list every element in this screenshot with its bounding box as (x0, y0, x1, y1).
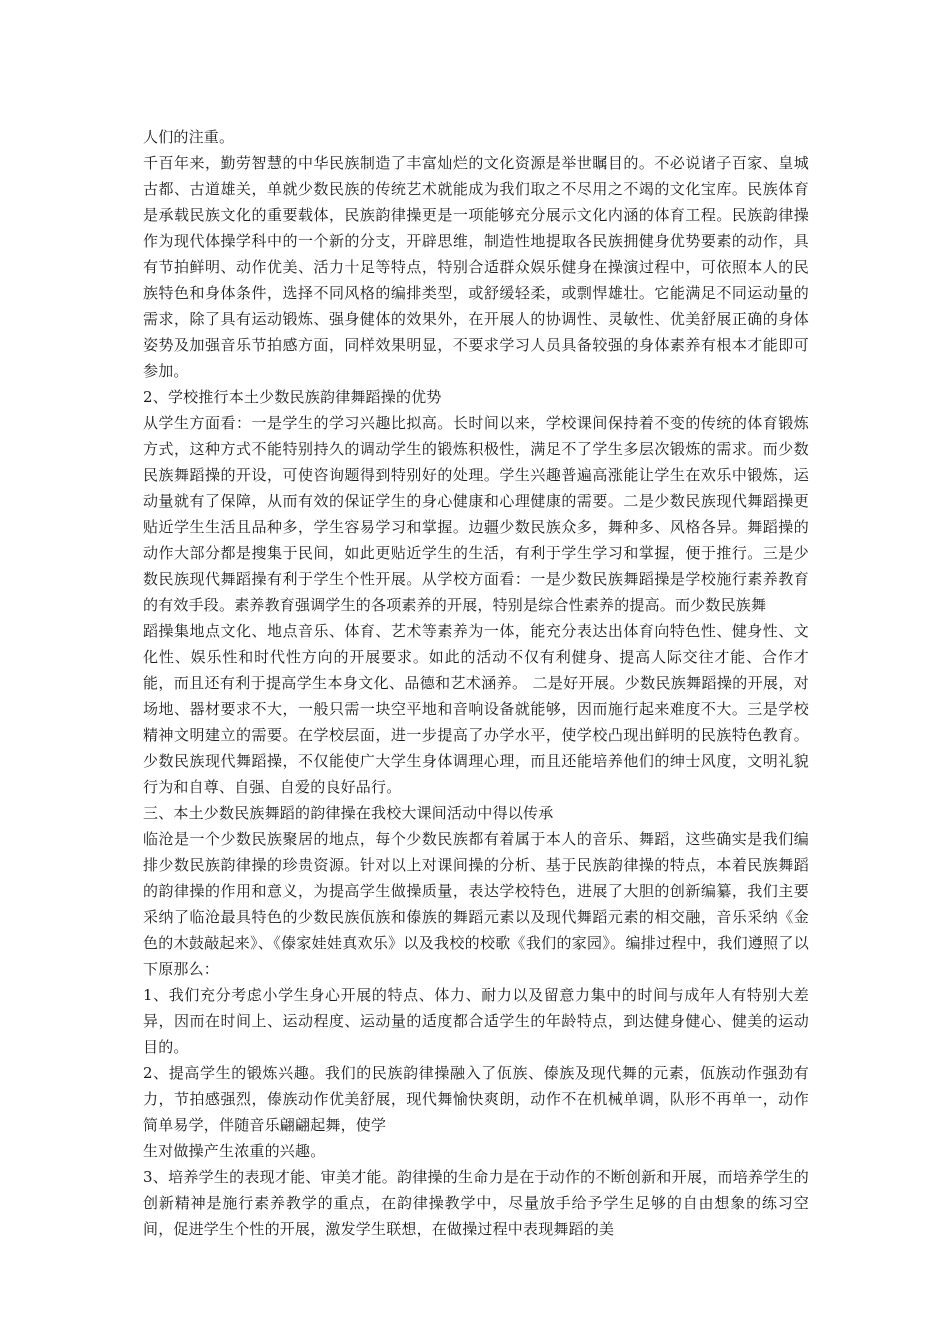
document-body (143, 124, 809, 1242)
section-heading-inheritance: 三、本土少数民族舞蹈的韵律操在我校大课间活动中得以传承 (143, 804, 554, 822)
paragraph-principle-3: 3、培养学生的表现才能、审美才能。韵律操的生命力是在于动作的不断创新和开展，而培养学生的创新精神是施行素养教学的重点，在韵律操教学中，尽量放手给予学生足够的自由想象的练习空间，促进学生个性的开展，激发学生联想，在做操过程中表现舞蹈的美 (143, 1168, 809, 1238)
section-heading-advantages: 2、学校推行本土少数民族韵律舞蹈操的优势 (143, 388, 442, 406)
paragraph-principle-2-cont: 生对做操产生浓重的兴趣。 (143, 1142, 326, 1160)
paragraph-intro-end: 人们的注重。 (143, 128, 235, 146)
paragraph-cultural-heritage: 千百年来，勤劳智慧的中华民族制造了丰富灿烂的文化资源是举世瞩目的。不必说诸子百家、皇城古都、古道雄关，单就少数民族的传统艺术就能成为我们取之不尽用之不竭的文化宝库。民族体育是承载民族文化的重要载体，民族韵律操更是一项能够充分展示文化内涵的体育工程。民族韵律操作为现代体操学科中的一个新的分支，开辟思维，制造性地提取各民族拥健身优势要素的动作，具有节拍鲜明、动作优美、活力十足等特点，特别合适群众娱乐健身在操演过程中，可依照本人的民族特色和身体条件，选择不同风格的编排类型，或舒缓轻柔，或剽悍雄壮。它能满足不同运动量的需求，除了具有运动锻炼、强身健体的效果外，在开展人的协调性、灵敏性、优美舒展正确的身体姿势及加强音乐节拍感方面，同样效果明显，不要求学习人员具备较强的身体素养有根本才能即可参加。 (143, 154, 809, 380)
paragraph-principle-1: 1、我们充分考虑小学生身心开展的特点、体力、耐力以及留意力集中的时间与成年人有特别大差异，因而在时间上、运动程度、运动量的适度都合适学生的年龄特点，到达健身健心、健美的运动目的。 (143, 986, 809, 1056)
paragraph-principle-2: 2、提高学生的锻炼兴趣。我们的民族韵律操融入了佤族、傣族及现代舞的元素，佤族动作强劲有力，节拍感强烈，傣族动作优美舒展，现代舞愉快爽朗，动作不在机械单调，队形不再单一，动作简单易学，伴随音乐翩翩起舞，使学 (143, 1064, 809, 1134)
paragraph-lincang: 临沧是一个少数民族聚居的地点，每个少数民族都有着属于本人的音乐、舞蹈，这些确实是我们编排少数民族韵律操的珍贵资源。针对以上对课间操的分析、基于民族韵律操的特点，本着民族舞蹈的韵律操的作用和意义，为提高学生做操质量，表达学校特色，进展了大胆的创新编纂，我们主要采纳了临沧最具特色的少数民族佤族和傣族的舞蹈元素以及现代舞蹈元素的相交融，音乐采纳《金色的木鼓敲起来》、《傣家娃娃真欢乐》以及我校的校歌《我们的家园》。编排过程中，我们遵照了以下原那么： (143, 830, 809, 978)
paragraph-student-perspective: 从学生方面看：一是学生的学习兴趣比拟高。长时间以来，学校课间保持着不变的传统的体育锻炼方式，这种方式不能特别持久的调动学生的锻炼积极性，满足不了学生多层次锻炼的需求。而少数民族舞蹈操的开设，可使咨询题得到特别好的处理。学生兴趣普遍高涨能让学生在欢乐中锻炼，运动量就有了保障，从而有效的保证学生的身心健康和心理健康的需要。二是少数民族现代舞蹈操更贴近学生生活且品种多，学生容易学习和掌握。边疆少数民族众多，舞种多、风格各异。舞蹈操的动作大部分都是搜集于民间，如此更贴近学生的生活，有利于学生学习和掌握，便于推行。三是少数民族现代舞蹈操有利于学生个性开展。从学校方面看：一是少数民族舞蹈操是学校施行素养教育的有效手段。素养教育强调学生的各项素养的开展，特别是综合性素养的提高。而少数民族舞 (143, 414, 809, 614)
paragraph-school-perspective: 蹈操集地点文化、地点音乐、体育、艺术等素养为一体，能充分表达出体育向特色性、健身性、文化性、娱乐性和时代性方向的开展要求。如此的活动不仅有利健身、提高人际交往才能、合作才能，而且还有利于提高学生本身文化、品德和艺术涵养。 二是好开展。少数民族舞蹈操的开展，对场地、器材要求不大，一般只需一块空平地和音响设备就能够，因而施行起来难度不大。三是学校精神文明建立的需要。在学校层面，进一步提高了办学水平，使学校凸现出鲜明的民族特色教育。少数民族现代舞蹈操，不仅能使广大学生身体调理心理，而且还能培养他们的绅士风度，文明礼貌行为和自尊、自强、自爱的良好品行。 (143, 622, 809, 796)
